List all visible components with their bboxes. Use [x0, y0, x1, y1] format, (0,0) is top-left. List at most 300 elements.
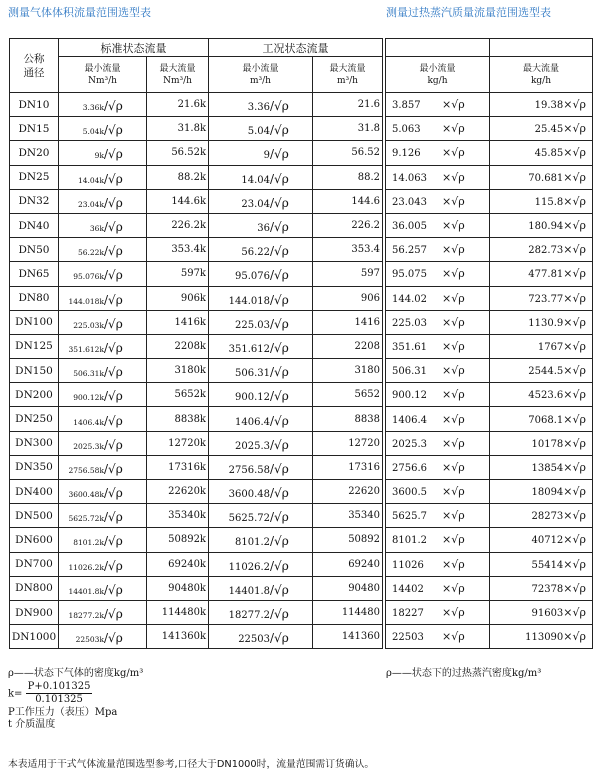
steam-table-body	[386, 93, 593, 649]
table-row	[386, 383, 593, 407]
std-min-cell: 5625.72k/√ρ	[59, 504, 147, 528]
sqrt-rho-symbol: /√ρ	[104, 244, 123, 259]
dn-cell: DN800	[10, 576, 59, 600]
sqrt-rho-symbol: /√ρ	[270, 413, 289, 428]
std-max-cell: 12720k	[147, 431, 209, 455]
std-min-header: 最小流量 Nm³/h	[59, 57, 147, 93]
sqrt-rho-symbol: /√ρ	[270, 510, 289, 525]
steam-rho-note: ρ——状态下的过热蒸汽密度kg/m³	[386, 668, 542, 679]
work-min-cell: 14401.8/√ρ	[209, 576, 313, 600]
steam-max-cell: 18094×√ρ	[490, 480, 593, 504]
table-row	[386, 189, 593, 213]
times-sqrt-rho-symbol: ×√ρ	[563, 581, 586, 595]
dn-cell: DN65	[10, 262, 59, 286]
times-sqrt-rho-symbol: ×√ρ	[563, 243, 586, 257]
gas-table-title: 测量气体体积流量范围选型表	[8, 6, 151, 19]
steam-min-cell: 506.31 ×√ρ	[386, 359, 490, 383]
table-row	[10, 93, 383, 117]
std-min-cell: 9k/√ρ	[59, 141, 147, 165]
table-row	[386, 141, 593, 165]
std-min-cell: 351.612k/√ρ	[59, 334, 147, 358]
times-sqrt-rho-symbol: ×√ρ	[563, 364, 586, 378]
sqrt-rho-symbol: /√ρ	[270, 171, 289, 186]
table-row	[10, 238, 383, 262]
sqrt-rho-symbol: /√ρ	[104, 147, 123, 162]
sqrt-rho-symbol: /√ρ	[270, 147, 289, 162]
std-min-cell: 3.36k/√ρ	[59, 93, 147, 117]
table-row	[386, 117, 593, 141]
sqrt-rho-symbol: /√ρ	[270, 244, 289, 259]
times-sqrt-rho-symbol: ×√ρ	[442, 557, 465, 571]
times-sqrt-rho-symbol: ×√ρ	[442, 460, 465, 474]
work-min-cell: 506.31/√ρ	[209, 359, 313, 383]
footer-note: 本表适用于干式气体流量范围选型参考,口径大于DN1000时，流量范围需订货确认。	[8, 759, 375, 770]
dn-cell: DN1000	[10, 625, 59, 649]
std-max-cell: 21.6k	[147, 93, 209, 117]
steam-max-cell: 2544.5×√ρ	[490, 359, 593, 383]
steam-min-cell: 8101.2 ×√ρ	[386, 528, 490, 552]
work-min-cell: 95.076/√ρ	[209, 262, 313, 286]
sqrt-rho-symbol: /√ρ	[270, 365, 289, 380]
table-row	[10, 310, 383, 334]
dn-cell: DN80	[10, 286, 59, 310]
sqrt-rho-symbol: /√ρ	[270, 534, 289, 549]
steam-max-cell: 1767×√ρ	[490, 334, 593, 358]
steam-min-cell: 11026 ×√ρ	[386, 552, 490, 576]
table-row	[386, 625, 593, 649]
std-min-cell: 18277.2k/√ρ	[59, 600, 147, 624]
times-sqrt-rho-symbol: ×√ρ	[563, 388, 586, 402]
steam-max-cell: 55414×√ρ	[490, 552, 593, 576]
work-min-cell: 9/√ρ	[209, 141, 313, 165]
steam-max-cell: 40712×√ρ	[490, 528, 593, 552]
times-sqrt-rho-symbol: ×√ρ	[563, 412, 586, 426]
std-max-cell: 88.2k	[147, 165, 209, 189]
work-min-cell: 23.04/√ρ	[209, 189, 313, 213]
sqrt-rho-symbol: /√ρ	[270, 437, 289, 452]
work-max-cell: 22620	[313, 480, 383, 504]
work-min-cell: 351.612/√ρ	[209, 334, 313, 358]
corner-label-1: 公称	[23, 52, 45, 65]
table-row	[386, 334, 593, 358]
times-sqrt-rho-symbol: ×√ρ	[442, 122, 465, 136]
std-min-cell: 506.31k/√ρ	[59, 359, 147, 383]
times-sqrt-rho-symbol: ×√ρ	[563, 630, 586, 644]
times-sqrt-rho-symbol: ×√ρ	[442, 630, 465, 644]
work-max-header: 最大流量 m³/h	[313, 57, 383, 93]
dn-cell: DN250	[10, 407, 59, 431]
dn-cell: DN50	[10, 238, 59, 262]
sqrt-rho-symbol: /√ρ	[270, 292, 289, 307]
std-max-cell: 8838k	[147, 407, 209, 431]
work-min-cell: 18277.2/√ρ	[209, 600, 313, 624]
dn-cell: DN20	[10, 141, 59, 165]
work-max-cell: 35340	[313, 504, 383, 528]
times-sqrt-rho-symbol: ×√ρ	[563, 485, 586, 499]
notes-left	[8, 668, 143, 732]
dn-cell: DN600	[10, 528, 59, 552]
sqrt-rho-symbol: /√ρ	[104, 220, 123, 235]
steam-max-cell: 180.94×√ρ	[490, 213, 593, 237]
times-sqrt-rho-symbol: ×√ρ	[442, 485, 465, 499]
work-max-cell: 3180	[313, 359, 383, 383]
table-row	[10, 213, 383, 237]
steam-min-cell: 56.257 ×√ρ	[386, 238, 490, 262]
work-min-cell: 22503/√ρ	[209, 625, 313, 649]
work-min-cell: 3600.48/√ρ	[209, 480, 313, 504]
sqrt-rho-symbol: /√ρ	[270, 461, 289, 476]
sqrt-rho-symbol: /√ρ	[104, 365, 123, 380]
sqrt-rho-symbol: /√ρ	[270, 558, 289, 573]
work-min-cell: 144.018/√ρ	[209, 286, 313, 310]
times-sqrt-rho-symbol: ×√ρ	[442, 194, 465, 208]
sqrt-rho-symbol: /√ρ	[270, 340, 289, 355]
steam-max-cell: 115.8×√ρ	[490, 189, 593, 213]
steam-min-cell: 1406.4 ×√ρ	[386, 407, 490, 431]
std-min-cell: 900.12k/√ρ	[59, 383, 147, 407]
std-max-cell: 114480k	[147, 600, 209, 624]
table-row	[386, 359, 593, 383]
std-min-cell: 36k/√ρ	[59, 213, 147, 237]
std-max-cell: 3180k	[147, 359, 209, 383]
sqrt-rho-symbol: /√ρ	[104, 607, 123, 622]
std-min-cell: 14401.8k/√ρ	[59, 576, 147, 600]
dn-cell: DN25	[10, 165, 59, 189]
sqrt-rho-symbol: /√ρ	[270, 631, 289, 646]
steam-max-cell: 13854×√ρ	[490, 455, 593, 479]
work-min-cell: 900.12/√ρ	[209, 383, 313, 407]
work-min-cell: 5.04/√ρ	[209, 117, 313, 141]
work-min-cell: 225.03/√ρ	[209, 310, 313, 334]
work-max-cell: 88.2	[313, 165, 383, 189]
sqrt-rho-symbol: /√ρ	[270, 220, 289, 235]
sqrt-rho-symbol: /√ρ	[270, 316, 289, 331]
rho-note: ρ——状态下气体的密度kg/m³	[8, 668, 144, 679]
table-row	[10, 286, 383, 310]
sqrt-rho-symbol: /√ρ	[270, 607, 289, 622]
gas-table-body	[10, 93, 383, 649]
table-row	[10, 504, 383, 528]
work-max-cell: 144.6	[313, 189, 383, 213]
sqrt-rho-symbol: /√ρ	[270, 486, 289, 501]
times-sqrt-rho-symbol: ×√ρ	[442, 606, 465, 620]
table-row	[386, 165, 593, 189]
times-sqrt-rho-symbol: ×√ρ	[442, 315, 465, 329]
work-max-cell: 21.6	[313, 93, 383, 117]
steam-min-cell: 14402 ×√ρ	[386, 576, 490, 600]
k-formula	[8, 681, 143, 707]
sqrt-rho-symbol: /√ρ	[270, 99, 289, 114]
times-sqrt-rho-symbol: ×√ρ	[442, 436, 465, 450]
work-max-cell: 90480	[313, 576, 383, 600]
work-max-cell: 69240	[313, 552, 383, 576]
temperature-note: t 介质温度	[8, 719, 56, 730]
std-min-cell: 8101.2k/√ρ	[59, 528, 147, 552]
steam-min-cell: 14.063 ×√ρ	[386, 165, 490, 189]
group-work-header: 工况状态流量	[209, 39, 383, 57]
std-max-cell: 17316k	[147, 455, 209, 479]
times-sqrt-rho-symbol: ×√ρ	[563, 436, 586, 450]
table-row	[386, 213, 593, 237]
times-sqrt-rho-symbol: ×√ρ	[442, 388, 465, 402]
times-sqrt-rho-symbol: ×√ρ	[442, 219, 465, 233]
std-min-cell: 56.22k/√ρ	[59, 238, 147, 262]
dn-cell: DN700	[10, 552, 59, 576]
dn-cell: DN40	[10, 213, 59, 237]
table-row	[386, 528, 593, 552]
std-max-cell: 906k	[147, 286, 209, 310]
notes-right	[386, 668, 541, 681]
table-row	[10, 189, 383, 213]
table-row	[10, 117, 383, 141]
work-min-cell: 14.04/√ρ	[209, 165, 313, 189]
std-min-cell: 2025.3k/√ρ	[59, 431, 147, 455]
work-max-cell: 2208	[313, 334, 383, 358]
sqrt-rho-symbol: /√ρ	[104, 171, 123, 186]
sqrt-rho-symbol: /√ρ	[104, 413, 123, 428]
steam-max-cell: 72378×√ρ	[490, 576, 593, 600]
dn-cell: DN400	[10, 480, 59, 504]
std-min-cell: 144.018k/√ρ	[59, 286, 147, 310]
steam-min-cell: 5625.7 ×√ρ	[386, 504, 490, 528]
steam-max-cell: 25.45×√ρ	[490, 117, 593, 141]
std-max-cell: 5652k	[147, 383, 209, 407]
steam-table-title: 测量过热蒸汽质量流量范围选型表	[386, 6, 551, 19]
k-fraction	[26, 681, 93, 707]
steam-min-cell: 3600.5 ×√ρ	[386, 480, 490, 504]
steam-min-cell: 23.043 ×√ρ	[386, 189, 490, 213]
work-min-cell: 11026.2/√ρ	[209, 552, 313, 576]
times-sqrt-rho-symbol: ×√ρ	[442, 243, 465, 257]
sqrt-rho-symbol: /√ρ	[270, 268, 289, 283]
table-row	[386, 93, 593, 117]
times-sqrt-rho-symbol: ×√ρ	[563, 219, 586, 233]
work-max-cell: 353.4	[313, 238, 383, 262]
times-sqrt-rho-symbol: ×√ρ	[442, 291, 465, 305]
table-row	[386, 431, 593, 455]
std-min-cell: 1406.4k/√ρ	[59, 407, 147, 431]
std-min-cell: 2756.58k/√ρ	[59, 455, 147, 479]
times-sqrt-rho-symbol: ×√ρ	[563, 557, 586, 571]
k-denominator: 0.101325	[35, 694, 83, 705]
std-min-cell: 3600.48k/√ρ	[59, 480, 147, 504]
steam-min-cell: 5.063 ×√ρ	[386, 117, 490, 141]
std-max-cell: 31.8k	[147, 117, 209, 141]
dn-cell: DN900	[10, 600, 59, 624]
steam-header-spacer-2	[490, 39, 593, 57]
table-row	[10, 383, 383, 407]
work-min-cell: 5625.72/√ρ	[209, 504, 313, 528]
work-max-cell: 906	[313, 286, 383, 310]
sqrt-rho-symbol: /√ρ	[104, 268, 123, 283]
table-row	[10, 480, 383, 504]
sqrt-rho-symbol: /√ρ	[270, 582, 289, 597]
dn-cell: DN150	[10, 359, 59, 383]
times-sqrt-rho-symbol: ×√ρ	[442, 339, 465, 353]
sqrt-rho-symbol: /√ρ	[104, 99, 123, 114]
pressure-note: P工作压力（表压）Mpa	[8, 706, 118, 718]
table-row	[10, 407, 383, 431]
work-max-cell: 5652	[313, 383, 383, 407]
table-row	[386, 552, 593, 576]
work-min-cell: 2025.3/√ρ	[209, 431, 313, 455]
steam-max-cell: 7068.1×√ρ	[490, 407, 593, 431]
std-max-cell: 90480k	[147, 576, 209, 600]
work-max-cell: 31.8	[313, 117, 383, 141]
sqrt-rho-symbol: /√ρ	[104, 389, 123, 404]
steam-max-cell: 113090×√ρ	[490, 625, 593, 649]
dn-cell: DN200	[10, 383, 59, 407]
std-min-cell: 23.04k/√ρ	[59, 189, 147, 213]
steam-max-cell: 282.73×√ρ	[490, 238, 593, 262]
steam-min-cell: 144.02 ×√ρ	[386, 286, 490, 310]
sqrt-rho-symbol: /√ρ	[104, 437, 123, 452]
times-sqrt-rho-symbol: ×√ρ	[563, 98, 586, 112]
work-max-cell: 226.2	[313, 213, 383, 237]
table-row	[10, 625, 383, 649]
table-row	[386, 600, 593, 624]
steam-min-cell: 2756.6 ×√ρ	[386, 455, 490, 479]
std-min-cell: 14.04k/√ρ	[59, 165, 147, 189]
steam-max-cell: 477.81×√ρ	[490, 262, 593, 286]
dn-cell: DN15	[10, 117, 59, 141]
steam-max-cell: 10178×√ρ	[490, 431, 593, 455]
work-min-cell: 3.36/√ρ	[209, 93, 313, 117]
work-min-header: 最小流量 m³/h	[209, 57, 313, 93]
steam-flow-table	[385, 38, 593, 649]
steam-min-cell: 900.12 ×√ρ	[386, 383, 490, 407]
std-max-cell: 141360k	[147, 625, 209, 649]
steam-min-cell: 36.005 ×√ρ	[386, 213, 490, 237]
gas-flow-table	[9, 38, 383, 649]
table-row	[386, 262, 593, 286]
times-sqrt-rho-symbol: ×√ρ	[563, 339, 586, 353]
sqrt-rho-symbol: /√ρ	[270, 123, 289, 138]
times-sqrt-rho-symbol: ×√ρ	[563, 267, 586, 281]
steam-min-header: 最小流量 kg/h	[386, 57, 490, 93]
table-row	[386, 407, 593, 431]
group-std-header: 标准状态流量	[59, 39, 209, 57]
std-min-cell: 95.076k/√ρ	[59, 262, 147, 286]
std-min-cell: 225.03k/√ρ	[59, 310, 147, 334]
table-row	[10, 528, 383, 552]
table-row	[386, 455, 593, 479]
table-row	[10, 455, 383, 479]
dn-cell: DN10	[10, 93, 59, 117]
k-prefix: k=	[8, 688, 23, 699]
work-max-cell: 1416	[313, 310, 383, 334]
work-max-cell: 141360	[313, 625, 383, 649]
work-min-cell: 36/√ρ	[209, 213, 313, 237]
table-row	[386, 286, 593, 310]
std-max-cell: 1416k	[147, 310, 209, 334]
times-sqrt-rho-symbol: ×√ρ	[442, 146, 465, 160]
work-max-cell: 17316	[313, 455, 383, 479]
times-sqrt-rho-symbol: ×√ρ	[563, 122, 586, 136]
work-min-cell: 2756.58/√ρ	[209, 455, 313, 479]
sqrt-rho-symbol: /√ρ	[104, 292, 123, 307]
std-min-cell: 5.04k/√ρ	[59, 117, 147, 141]
times-sqrt-rho-symbol: ×√ρ	[442, 533, 465, 547]
sqrt-rho-symbol: /√ρ	[104, 582, 123, 597]
times-sqrt-rho-symbol: ×√ρ	[563, 509, 586, 523]
work-min-cell: 8101.2/√ρ	[209, 528, 313, 552]
steam-min-cell: 225.03 ×√ρ	[386, 310, 490, 334]
table-row	[386, 576, 593, 600]
sqrt-rho-symbol: /√ρ	[270, 195, 289, 210]
std-min-cell: 22503k/√ρ	[59, 625, 147, 649]
times-sqrt-rho-symbol: ×√ρ	[563, 460, 586, 474]
steam-min-cell: 22503 ×√ρ	[386, 625, 490, 649]
table-row	[386, 480, 593, 504]
sqrt-rho-symbol: /√ρ	[104, 461, 123, 476]
std-max-cell: 226.2k	[147, 213, 209, 237]
sqrt-rho-symbol: /√ρ	[104, 195, 123, 210]
times-sqrt-rho-symbol: ×√ρ	[442, 98, 465, 112]
table-row	[10, 334, 383, 358]
times-sqrt-rho-symbol: ×√ρ	[563, 194, 586, 208]
std-max-cell: 69240k	[147, 552, 209, 576]
table-row	[10, 600, 383, 624]
times-sqrt-rho-symbol: ×√ρ	[442, 509, 465, 523]
std-max-cell: 56.52k	[147, 141, 209, 165]
times-sqrt-rho-symbol: ×√ρ	[563, 291, 586, 305]
times-sqrt-rho-symbol: ×√ρ	[563, 146, 586, 160]
std-max-header: 最大流量 Nm³/h	[147, 57, 209, 93]
steam-max-cell: 723.77×√ρ	[490, 286, 593, 310]
dn-cell: DN125	[10, 334, 59, 358]
steam-max-cell: 91603×√ρ	[490, 600, 593, 624]
work-max-cell: 8838	[313, 407, 383, 431]
steam-max-cell: 4523.6×√ρ	[490, 383, 593, 407]
sqrt-rho-symbol: /√ρ	[104, 123, 123, 138]
steam-header-spacer	[386, 39, 490, 57]
dn-cell: DN100	[10, 310, 59, 334]
dn-cell: DN300	[10, 431, 59, 455]
table-row	[386, 238, 593, 262]
sqrt-rho-symbol: /√ρ	[104, 510, 123, 525]
times-sqrt-rho-symbol: ×√ρ	[442, 581, 465, 595]
steam-max-cell: 28273×√ρ	[490, 504, 593, 528]
table-row	[10, 262, 383, 286]
std-max-cell: 2208k	[147, 334, 209, 358]
steam-min-cell: 2025.3 ×√ρ	[386, 431, 490, 455]
sqrt-rho-symbol: /√ρ	[104, 631, 123, 646]
dn-cell: DN350	[10, 455, 59, 479]
std-max-cell: 22620k	[147, 480, 209, 504]
steam-min-cell: 9.126 ×√ρ	[386, 141, 490, 165]
table-row	[10, 165, 383, 189]
corner-label-2: 通径	[23, 66, 45, 79]
std-max-cell: 353.4k	[147, 238, 209, 262]
sqrt-rho-symbol: /√ρ	[104, 534, 123, 549]
table-row	[386, 504, 593, 528]
work-max-cell: 114480	[313, 600, 383, 624]
table-row	[10, 359, 383, 383]
work-max-cell: 56.52	[313, 141, 383, 165]
std-max-cell: 144.6k	[147, 189, 209, 213]
times-sqrt-rho-symbol: ×√ρ	[442, 364, 465, 378]
table-row	[10, 576, 383, 600]
times-sqrt-rho-symbol: ×√ρ	[442, 412, 465, 426]
table-row	[10, 141, 383, 165]
steam-min-cell: 95.075 ×√ρ	[386, 262, 490, 286]
dn-cell: DN32	[10, 189, 59, 213]
times-sqrt-rho-symbol: ×√ρ	[442, 170, 465, 184]
steam-max-cell: 45.85×√ρ	[490, 141, 593, 165]
work-min-cell: 56.22/√ρ	[209, 238, 313, 262]
steam-min-cell: 18227 ×√ρ	[386, 600, 490, 624]
